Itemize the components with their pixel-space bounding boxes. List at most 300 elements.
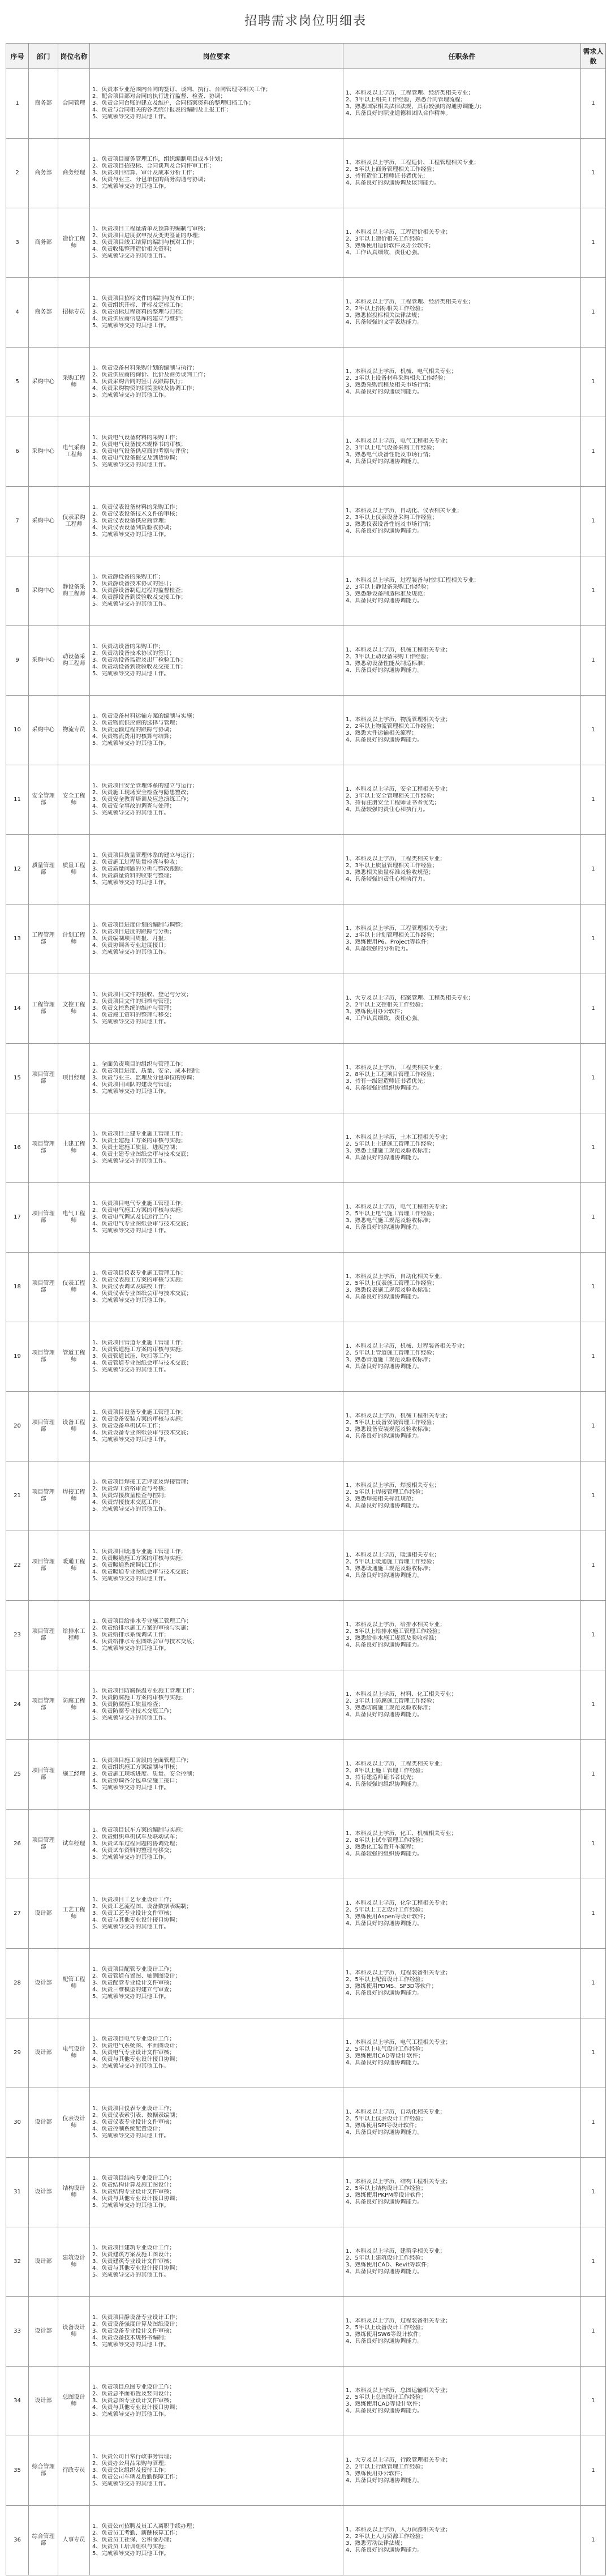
qualification-line: 4、具备较强的组织协调能力。 xyxy=(346,1851,423,1857)
duty-line: 1、负责本专业范围内合同的签订、谈判、执行、合同管理等相关工作； xyxy=(92,87,272,93)
cell-no: 9 xyxy=(6,626,29,696)
cell-no: 14 xyxy=(6,974,29,1044)
table-row xyxy=(6,835,606,905)
cell-no: 4 xyxy=(6,278,29,348)
header-position: 岗位名称 xyxy=(58,44,90,69)
qualification-line: 3、持有注册安全工程师证书者优先； xyxy=(346,800,440,806)
qualification-line: 3、熟练使用P6、Project等软件； xyxy=(346,939,432,945)
cell-qualifications xyxy=(343,1183,581,1253)
cell-position: 文控工程师 xyxy=(58,974,90,1044)
qualification-line: 1、本科及以上学历，焊接相关专业； xyxy=(346,1482,440,1489)
duty-line: 2、负责设备强度计算及图纸设计； xyxy=(92,2321,181,2328)
cell-count: 1 xyxy=(581,417,606,487)
duty-line: 2、负责施工过程质量检查与验收； xyxy=(92,859,181,865)
table-row xyxy=(6,278,606,348)
table-row xyxy=(6,2436,606,2506)
qualification-line: 4、具备良好的沟通协调能力。 xyxy=(346,1224,423,1231)
duty-line: 5、完成领导交办的其他工作。 xyxy=(92,810,170,816)
duty-line: 5、完成领导交办的其他工作。 xyxy=(92,2481,170,2487)
qualification-line: 2、8年以上施工管理工作经验； xyxy=(346,1768,427,1774)
qualification-line: 1、本科及以上学历，机械、电气相关专业； xyxy=(346,368,457,375)
qualification-line: 2、5年以上设备安装管理工作经验； xyxy=(346,1420,438,1426)
table-row xyxy=(6,1601,606,1670)
qualification-line: 4、具备良好的沟通协调能力。 xyxy=(346,1921,423,1927)
cell-count: 1 xyxy=(581,2158,606,2227)
cell-count: 1 xyxy=(581,1601,606,1670)
cell-count: 1 xyxy=(581,2436,606,2506)
qualification-line: 3、熟练使用办公软件； xyxy=(346,2471,406,2477)
duty-line: 5、完成领导交办的其他工作。 xyxy=(92,2551,170,2557)
qualification-line: 4、具备良好的沟通协调能力。 xyxy=(346,1503,423,1509)
qualification-line: 4、具备良好的沟通协调能力。 xyxy=(346,1155,423,1161)
duty-line: 1、负责静设备的采购工作； xyxy=(92,574,164,580)
qualification-line: 2、8年以上工程项目管理工作经验； xyxy=(346,1071,438,1078)
cell-duties xyxy=(90,417,343,487)
cell-position: 采购工程师 xyxy=(58,348,90,417)
qualification-line: 3、熟悉防腐施工规范及验收标准； xyxy=(346,1705,434,1711)
table-row xyxy=(6,2367,606,2436)
duty-line: 1、负责项目试车方案的编制与实施； xyxy=(92,1827,187,1833)
cell-position: 电气工程师 xyxy=(58,1183,90,1253)
duty-line: 4、负责三维模型的建立与审查； xyxy=(92,1987,175,1993)
qualification-line: 1、本科及以上学历，工程管理、经济类相关专业； xyxy=(346,299,474,305)
duty-line: 4、负责收集整理造价相关资料； xyxy=(92,246,175,252)
cell-duties xyxy=(90,69,343,139)
duty-line: 3、负责项目结算、审计及成本分析工作； xyxy=(92,170,198,176)
table-row xyxy=(6,2506,606,2575)
qualification-line: 4、具备良好的沟通协调能力。 xyxy=(346,1433,423,1439)
cell-dept: 项目管理部 xyxy=(29,1461,58,1531)
duty-line: 3、负责焊接质量检查与控制； xyxy=(92,1493,170,1499)
duty-line: 4、负责土建专业图纸会审与技术交底； xyxy=(92,1151,192,1158)
qualification-line: 3、熟练使用PKPM等设计软件； xyxy=(346,2192,427,2198)
cell-qualifications xyxy=(343,1044,581,1113)
duty-line: 5、完成领导交办的其他工作。 xyxy=(92,949,170,955)
cell-count: 1 xyxy=(581,1531,606,1601)
cell-duties xyxy=(90,1810,343,1879)
table-row xyxy=(6,2297,606,2367)
cell-duties xyxy=(90,1113,343,1183)
qualification-line: 1、本科及以上学历，工程造价相关专业； xyxy=(346,229,451,235)
cell-position: 质量工程师 xyxy=(58,835,90,905)
duty-line: 5、完成领导交办的其他工作。 xyxy=(92,532,170,538)
duty-line: 5、完成领导交办的其他工作。 xyxy=(92,2202,170,2209)
duty-line: 1、负责项目电气专业设计工作； xyxy=(92,2036,175,2042)
cell-position: 商务经理 xyxy=(58,139,90,208)
cell-count: 1 xyxy=(581,556,606,626)
cell-no: 7 xyxy=(6,487,29,556)
qualification-line: 2、5年以上结构设计工作经验； xyxy=(346,2185,427,2192)
cell-count: 1 xyxy=(581,696,606,765)
qualification-line: 2、2年以上招标相关工作经验； xyxy=(346,306,427,312)
duty-line: 2、负责结构计算及施工图设计； xyxy=(92,2182,175,2188)
cell-duties xyxy=(90,2367,343,2436)
cell-dept: 项目管理部 xyxy=(29,1392,58,1461)
duty-line: 5、完成领导交办的其他工作。 xyxy=(92,1367,170,1373)
cell-qualifications xyxy=(343,1461,581,1531)
cell-qualifications xyxy=(343,1601,581,1670)
duty-line: 4、负责安全事故的调查与处理； xyxy=(92,803,175,809)
duty-line: 3、负责防腐施工质量检查； xyxy=(92,1701,164,1708)
table-row xyxy=(6,69,606,139)
header-dept: 部门 xyxy=(29,44,58,69)
qualification-line: 4、具备较强的责任心和执行力。 xyxy=(346,876,429,882)
qualification-line: 3、熟悉劳动法律法规； xyxy=(346,2540,406,2547)
qualification-line: 2、2年以上人力资源工作经验； xyxy=(346,2534,427,2540)
cell-dept: 采购中心 xyxy=(29,556,58,626)
cell-count: 1 xyxy=(581,1113,606,1183)
cell-no: 24 xyxy=(6,1670,29,1740)
qualification-line: 3、熟悉管道施工规范及验收标准； xyxy=(346,1357,434,1363)
cell-dept: 项目管理部 xyxy=(29,1322,58,1392)
duty-line: 5、完成领导交办的其他工作。 xyxy=(92,392,170,398)
qualification-line: 3、熟悉静设备制造标准及规范； xyxy=(346,591,429,597)
qualification-line: 3、熟悉电气施工规范及验收标准； xyxy=(346,1218,434,1224)
duty-line: 4、负责与合同相关的各类统计报表的编制及上报工作； xyxy=(92,107,232,113)
duty-line: 2、负责电气系统图、平面图设计； xyxy=(92,2043,181,2049)
cell-position: 总图设计师 xyxy=(58,2367,90,2436)
cell-qualifications xyxy=(343,2088,581,2158)
duty-line: 5、完成领导交办的其他工作。 xyxy=(92,1924,170,1930)
duty-line: 1、负责项目电气专业施工管理工作； xyxy=(92,1201,187,1207)
qualification-line: 1、本科及以上学历，给排水相关专业； xyxy=(346,1622,446,1628)
duty-line: 1、负责动设备的采购工作； xyxy=(92,644,164,650)
cell-qualifications xyxy=(343,556,581,626)
duty-line: 2、负责工艺流程图、设备数据表编制； xyxy=(92,1904,192,1910)
qualification-line: 2、3年以上动设备采购工作经验； xyxy=(346,654,432,660)
duty-line: 3、负责设备单机试车工作； xyxy=(92,1423,164,1429)
duty-line: 5、完成领导交办的其他工作。 xyxy=(92,1088,170,1095)
duty-line: 1、负责项目暖通专业施工管理工作； xyxy=(92,1549,187,1555)
duty-line: 3、负责建筑专业设计文件审核； xyxy=(92,2258,175,2265)
qualification-line: 3、熟悉相关质量标准及验收规范； xyxy=(346,869,434,876)
table-row xyxy=(6,1461,606,1531)
duty-line: 5、完成领导交办的其他工作。 xyxy=(92,2063,170,2069)
cell-no: 5 xyxy=(6,348,29,417)
duty-line: 3、负责电气专业设计文件审核； xyxy=(92,2050,175,2056)
cell-qualifications xyxy=(343,208,581,278)
duty-line: 5、完成领导交办的其他工作。 xyxy=(92,740,170,747)
cell-qualifications xyxy=(343,69,581,139)
qualification-line: 3、熟练使用Aspen等设计软件； xyxy=(346,1914,429,1920)
cell-position: 电气采购工程师 xyxy=(58,417,90,487)
duty-line: 2、负责电气施工方案的审核与实施； xyxy=(92,1207,187,1214)
duty-line: 2、负责项目招投标、合同谈判及合同评审工作； xyxy=(92,163,215,169)
cell-position: 造价工程师 xyxy=(58,208,90,278)
qualification-line: 1、本科及以上学历，结构工程相关专业； xyxy=(346,2179,451,2185)
duty-line: 3、负责仪表设备供应商管理； xyxy=(92,518,170,524)
qualification-line: 2、3年以上计划管理相关工作经验； xyxy=(346,932,438,938)
duty-line: 5、完成领导交办的其他工作。 xyxy=(92,1297,170,1304)
qualification-line: 4、具备良好的沟通谈判能力。 xyxy=(346,389,423,395)
cell-position: 管道工程师 xyxy=(58,1322,90,1392)
duty-line: 2、负责动设备技术协议的签订； xyxy=(92,650,175,657)
cell-no: 29 xyxy=(6,2018,29,2088)
cell-qualifications xyxy=(343,417,581,487)
qualification-line: 2、3年以上质量管理相关工作经验； xyxy=(346,863,438,869)
duty-line: 3、负责项目竣工结算的编制与核对工作； xyxy=(92,239,198,246)
duty-line: 4、负责仪表专业图纸会审与技术交底； xyxy=(92,1291,192,1297)
duty-line: 2、负责组织施工方案编制与审核； xyxy=(92,1764,181,1771)
cell-qualifications xyxy=(343,974,581,1044)
cell-count: 1 xyxy=(581,1949,606,2018)
cell-dept: 项目管理部 xyxy=(29,1670,58,1740)
cell-no: 1 xyxy=(6,69,29,139)
qualification-line: 3、熟悉仪表施工规范及验收标准； xyxy=(346,1287,434,1293)
cell-position: 防腐工程师 xyxy=(58,1670,90,1740)
table-row xyxy=(6,1879,606,1949)
cell-count: 1 xyxy=(581,1044,606,1113)
duty-line: 1、负责项目文件的接收、登记与分发； xyxy=(92,992,192,998)
duty-line: 4、负责协调各分包单位施工接口； xyxy=(92,1778,181,1784)
qualification-line: 3、熟练使用CAD等设计软件； xyxy=(346,2053,424,2059)
qualification-line: 2、3年以上电气设备采购工作经验； xyxy=(346,445,438,451)
qualification-line: 2、5年以上焊接管理工作经验； xyxy=(346,1489,427,1495)
cell-no: 11 xyxy=(6,765,29,835)
cell-qualifications xyxy=(343,1810,581,1879)
cell-dept: 质量管理部 xyxy=(29,835,58,905)
duty-line: 1、负责项目结构专业设计工作； xyxy=(92,2175,175,2181)
cell-no: 26 xyxy=(6,1810,29,1879)
qualification-line: 2、5年以上暖通施工管理工作经验； xyxy=(346,1559,438,1565)
qualification-line: 4、具备良好的沟通协调能力。 xyxy=(346,2199,423,2205)
qualification-line: 1、本科及以上学历，材料、化工相关专业； xyxy=(346,1691,457,1698)
table-row xyxy=(6,2018,606,2088)
qualification-line: 4、具备较强的组织协调能力。 xyxy=(346,1781,423,1788)
duty-line: 3、负责总图专业设计文件审核； xyxy=(92,2398,175,2404)
duty-line: 3、负责电气调试及试运行工作； xyxy=(92,1214,175,1220)
qualification-line: 1、本科及以上学历，化工、机械相关专业； xyxy=(346,1831,457,1837)
table-row xyxy=(6,1810,606,1879)
duty-line: 3、负责管道试压、吹扫等工作； xyxy=(92,1353,175,1360)
duty-line: 4、负责仪表设备到货验收协调； xyxy=(92,525,175,531)
cell-no: 16 xyxy=(6,1113,29,1183)
cell-dept: 综合管理部 xyxy=(29,2506,58,2575)
duty-line: 5、完成领导交办的其他工作。 xyxy=(92,462,170,468)
duty-line: 1、负责项目仪表专业设计工作； xyxy=(92,2106,175,2112)
cell-qualifications xyxy=(343,1253,581,1322)
cell-position: 动设备采购工程师 xyxy=(58,626,90,696)
duty-line: 2、配合项目部对合同的执行进行监督、检查、协调； xyxy=(92,93,226,100)
duty-line: 5、完成领导交办的其他工作。 xyxy=(92,1019,170,1025)
qualification-line: 1、本科及以上学历，电气工程相关专业； xyxy=(346,2039,451,2046)
duty-line: 4、负责协调各专业进度接口； xyxy=(92,942,170,949)
table-row xyxy=(6,348,606,417)
qualification-line: 4、具备较强的分析能力。 xyxy=(346,946,412,952)
qualification-line: 4、具备良好的职业道德和团队合作精神。 xyxy=(346,110,451,117)
cell-count: 1 xyxy=(581,139,606,208)
cell-count: 1 xyxy=(581,1183,606,1253)
table-row xyxy=(6,2158,606,2227)
duty-line: 3、负责会议组织及接待工作； xyxy=(92,2467,170,2474)
qualification-line: 2、3年以上静设备采购工作经验； xyxy=(346,584,432,590)
qualification-line: 2、5年以上仪表施工管理工作经验； xyxy=(346,1280,438,1287)
cell-qualifications xyxy=(343,278,581,348)
table-row xyxy=(6,1949,606,2018)
qualification-line: 4、具备良好的沟通协调能力。 xyxy=(346,737,423,743)
cell-position: 仪表工程师 xyxy=(58,1253,90,1322)
duty-line: 3、负责静设备制造过程的监督检查； xyxy=(92,588,187,594)
duty-line: 1、负责设备材料运输方案的编制与实施； xyxy=(92,713,198,719)
qualification-line: 4、具备良好的沟通协调及谈判能力。 xyxy=(346,180,440,186)
cell-count: 1 xyxy=(581,835,606,905)
qualification-line: 1、本科及以上学历，暖通相关专业； xyxy=(346,1552,440,1558)
duty-line: 2、负责组织开标、评标及定标工作； xyxy=(92,302,187,308)
cell-dept: 安全管理部 xyxy=(29,765,58,835)
duty-line: 1、全面负责项目的组织与管理工作； xyxy=(92,1061,187,1068)
recruitment-table xyxy=(6,43,606,2575)
cell-no: 36 xyxy=(6,2506,29,2575)
qualification-line: 4、具备良好的沟通协调能力。 xyxy=(346,1990,423,1996)
duty-line: 3、负责动设备监造及出厂检验工作； xyxy=(92,657,187,663)
duty-line: 3、负责配管专业设计文件审核； xyxy=(92,1980,175,1986)
table-row xyxy=(6,1531,606,1601)
cell-count: 1 xyxy=(581,1879,606,1949)
duty-line: 4、负责项目团队的建设与管理； xyxy=(92,1082,175,1088)
qualification-line: 1、本科及以上学历，土木工程相关专业； xyxy=(346,1134,451,1141)
duty-line: 5、完成领导交办的其他工作。 xyxy=(92,323,170,329)
cell-no: 27 xyxy=(6,1879,29,1949)
qualification-line: 2、5年以上仪表设计工作经验； xyxy=(346,2116,427,2122)
duty-line: 4、负责与其他专业设计接口协调； xyxy=(92,2196,181,2202)
duty-line: 5、完成领导交办的其他工作。 xyxy=(92,1506,170,1512)
cell-duties xyxy=(90,348,343,417)
cell-duties xyxy=(90,1879,343,1949)
duty-line: 2、负责施工现场安全检查与隐患整改； xyxy=(92,790,192,796)
duty-line: 1、负责项目设备专业施工管理工作； xyxy=(92,1409,187,1416)
duty-line: 5、完成领导交办的其他工作。 xyxy=(92,2342,170,2348)
duty-line: 4、负责物流费用的核算与结算； xyxy=(92,734,175,740)
cell-duties xyxy=(90,208,343,278)
cell-no: 33 xyxy=(6,2297,29,2367)
cell-count: 1 xyxy=(581,69,606,139)
qualification-line: 3、熟练使用CAD、Revit等软件； xyxy=(346,2262,433,2268)
qualification-line: 4、具备良好的沟通协调能力。 xyxy=(346,2269,423,2275)
cell-position: 仪表设计师 xyxy=(58,2088,90,2158)
cell-qualifications xyxy=(343,2436,581,2506)
qualification-line: 1、本科及以上学历，机械工程相关专业； xyxy=(346,647,451,653)
qualification-line: 3、熟悉土建施工规范及验收标准； xyxy=(346,1148,434,1154)
duty-line: 4、负责与其他专业设计接口协调； xyxy=(92,1917,181,1923)
duty-line: 1、负责设备材料采购计划的编制与执行； xyxy=(92,365,198,371)
cell-position: 合同管理 xyxy=(58,69,90,139)
duty-line: 3、负责质量问题的分析与整改跟踪； xyxy=(92,866,187,872)
cell-qualifications xyxy=(343,1392,581,1461)
cell-position: 物流专员 xyxy=(58,696,90,765)
cell-position: 工艺工程师 xyxy=(58,1879,90,1949)
qualification-line: 2、5年以上工艺设计工作经验； xyxy=(346,1907,427,1913)
qualification-line: 2、3年以上仪表设备采购工作经验； xyxy=(346,515,438,521)
cell-no: 35 xyxy=(6,2436,29,2506)
duty-line: 1、负责项目总图专业设计工作； xyxy=(92,2384,175,2390)
qualification-line: 3、熟悉动设备性能及制造标准； xyxy=(346,661,429,667)
qualification-line: 4、具备良好的沟通协调能力。 xyxy=(346,2060,423,2066)
cell-position: 试车经理 xyxy=(58,1810,90,1879)
duty-line: 4、负责试车资料的整理与移交； xyxy=(92,1848,175,1854)
cell-position: 招标专员 xyxy=(58,278,90,348)
cell-duties xyxy=(90,1044,343,1113)
qualification-line: 1、本科及以上学历，工程造价、工程管理相关专业； xyxy=(346,160,480,166)
cell-duties xyxy=(90,1322,343,1392)
cell-dept: 采购中心 xyxy=(29,487,58,556)
cell-qualifications xyxy=(343,765,581,835)
table-row xyxy=(6,487,606,556)
duty-line: 2、负责供应商的询价、比价及商务谈判工作； xyxy=(92,372,209,378)
duty-line: 1、负责电气设备材料的采购工作； xyxy=(92,435,181,441)
duty-line: 3、负责试车过程问题的协调处理； xyxy=(92,1841,181,1847)
table-header-row xyxy=(6,44,606,69)
header-qualifications: 任职条件 xyxy=(343,44,581,69)
cell-count: 1 xyxy=(581,765,606,835)
qualification-line: 3、熟悉大件运输相关流程； xyxy=(346,730,418,736)
cell-count: 1 xyxy=(581,208,606,278)
duty-line: 4、负责设备技术规格书编制； xyxy=(92,2335,170,2341)
cell-duties xyxy=(90,2158,343,2227)
cell-duties xyxy=(90,1531,343,1601)
table-row xyxy=(6,1740,606,1810)
page-title: 招聘需求岗位明细表 xyxy=(244,14,367,28)
cell-qualifications xyxy=(343,1670,581,1740)
duty-line: 2、负责组织单机试车及联动试车； xyxy=(92,1834,181,1840)
duty-line: 3、负责电气设备供应商的考察与评价； xyxy=(92,448,192,455)
qualification-line: 2、5年以上给排水施工管理工作经验； xyxy=(346,1628,444,1635)
cell-count: 1 xyxy=(581,1810,606,1879)
cell-qualifications xyxy=(343,905,581,974)
qualification-line: 2、3年以上造价相关工作经验； xyxy=(346,236,427,242)
cell-no: 17 xyxy=(6,1183,29,1253)
cell-count: 1 xyxy=(581,2088,606,2158)
cell-position: 人事专员 xyxy=(58,2506,90,2575)
table-row xyxy=(6,696,606,765)
cell-count: 1 xyxy=(581,974,606,1044)
qualification-line: 2、3年以上安全管理相关工作经验； xyxy=(346,793,438,799)
cell-qualifications xyxy=(343,1322,581,1392)
duty-line: 2、负责仪表设备技术文件的审核； xyxy=(92,511,181,517)
duty-line: 4、负责质量资料的收集与整理； xyxy=(92,873,175,879)
qualification-line: 1、本科及以上学历，机械、过程装备相关专业； xyxy=(346,1343,468,1349)
cell-position: 焊接工程师 xyxy=(58,1461,90,1531)
duty-line: 5、完成领导交办的其他工作。 xyxy=(92,114,170,120)
qualification-line: 4、具备良好的沟通协调能力。 xyxy=(346,1642,423,1648)
cell-qualifications xyxy=(343,626,581,696)
cell-no: 32 xyxy=(6,2227,29,2297)
qualification-line: 1、本科及以上学历，自动化相关专业； xyxy=(346,1274,446,1280)
cell-no: 25 xyxy=(6,1740,29,1810)
qualification-line: 3、熟悉设备安装规范及验收标准； xyxy=(346,1426,434,1433)
cell-duties xyxy=(90,2506,343,2575)
duty-line: 4、负责控制系统配置设计； xyxy=(92,2126,164,2132)
cell-position: 安全工程师 xyxy=(58,765,90,835)
table-row xyxy=(6,1044,606,1113)
cell-count: 1 xyxy=(581,1740,606,1810)
duty-line: 2、负责项目进度、质量、安全、成本控制； xyxy=(92,1068,204,1074)
duty-line: 1、负责项目安全管理体系的建立与运行； xyxy=(92,783,198,789)
cell-no: 12 xyxy=(6,835,29,905)
cell-position: 项目经理 xyxy=(58,1044,90,1113)
duty-line: 2、负责给排水施工方案的审核与实施； xyxy=(92,1625,192,1631)
duty-line: 3、负责仪表调试及联校工作； xyxy=(92,1284,170,1290)
cell-position: 建筑设计师 xyxy=(58,2227,90,2297)
cell-count: 1 xyxy=(581,2227,606,2297)
cell-dept: 项目管理部 xyxy=(29,1044,58,1113)
duty-line: 3、负责暖通系统调试工作； xyxy=(92,1562,164,1568)
cell-duties xyxy=(90,835,343,905)
duty-line: 2、负责建筑方案及施工图设计； xyxy=(92,2252,175,2258)
cell-duties xyxy=(90,278,343,348)
duty-line: 5、完成领导交办的其他工作。 xyxy=(92,1228,170,1234)
cell-duties xyxy=(90,626,343,696)
qualification-line: 1、本科及以上学历，电气工程相关专业； xyxy=(346,1204,451,1210)
